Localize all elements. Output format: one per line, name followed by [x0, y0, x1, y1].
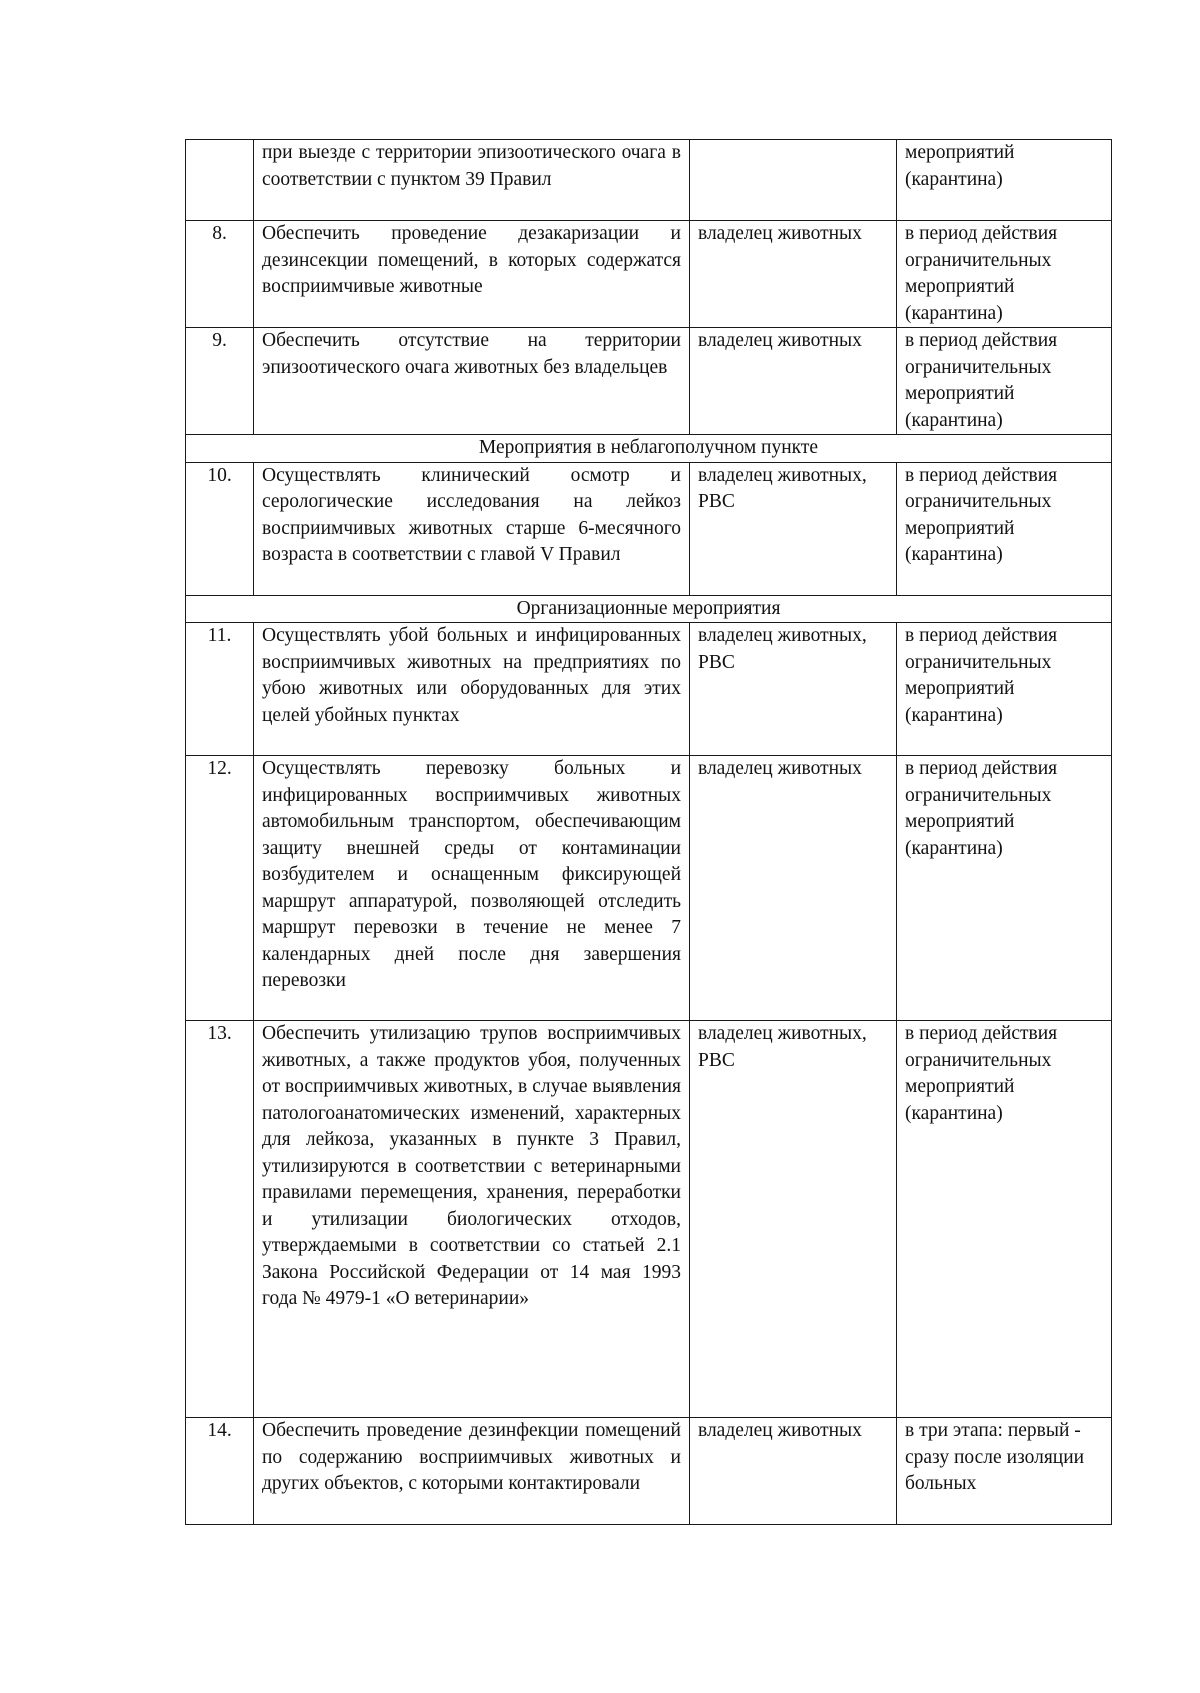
table-row [186, 221, 1112, 328]
measure-text: Обеспечить утилизацию трупов восприимчивых животных, а также продуктов убоя, полученных от восприимчивых животных, в случае выявления патологоанатомических изменений, характерных для лейкоза, указанных в пункте 3 Правил, утилизируются в соответствии с ветеринарными правилами перемещения, хранения, переработки и утилизации биологических отходов, утверждаемыми в соответствии со статьей 2.1 Закона Российской Федерации от 14 мая 1993 года № 4979-1 «О ветеринарии» [254, 1021, 690, 1418]
row-number: 8. [186, 221, 254, 328]
measures-table [185, 139, 1112, 1525]
measure-text: Осуществлять клинический осмотр и серологические исследования на лейкоз восприимчивых животных старше 6-месячного возраста в соответствии с главой V Правил [254, 462, 690, 595]
row-number: 9. [186, 328, 254, 435]
measure-text: Обеспечить отсутствие на территории эпизоотического очага животных без владельцев [254, 328, 690, 435]
row-number: 13. [186, 1021, 254, 1418]
section-header-row [186, 435, 1112, 463]
document-page [185, 139, 1111, 1525]
section-title: Мероприятия в неблагополучном пункте [186, 435, 1112, 463]
measure-text: при выезде с территории эпизоотического очага в соответствии с пунктом 39 Правил [254, 140, 690, 221]
row-number: 10. [186, 462, 254, 595]
section-title: Организационные мероприятия [186, 595, 1112, 623]
row-number: 14. [186, 1418, 254, 1525]
measure-text: Осуществлять перевозку больных и инфицированных восприимчивых животных автомобильным транспортом, обеспечивающим защиту внешней среды от контаминации возбудителем и оснащенным фиксирующей маршрут аппаратурой, позволяющей отследить маршрут перевозки в течение не менее 7 календарных дней после дня завершения перевозки [254, 756, 690, 1021]
row-number [186, 140, 254, 221]
table-row [186, 1418, 1112, 1525]
measure-term: мероприятий (карантина) [897, 140, 1112, 221]
responsible-party [690, 140, 897, 221]
row-number: 11. [186, 623, 254, 756]
measure-term: в период действия ограничительных мероприятий (карантина) [897, 462, 1112, 595]
measure-term: в три этапа: первый - сразу после изоляции больных [897, 1418, 1112, 1525]
measure-term: в период действия ограничительных мероприятий (карантина) [897, 221, 1112, 328]
responsible-party: владелец животных [690, 1418, 897, 1525]
responsible-party: владелец животных [690, 221, 897, 328]
responsible-party: владелец животных, РВС [690, 462, 897, 595]
table-row [186, 140, 1112, 221]
measure-text: Обеспечить проведение дезинфекции помещений по содержанию восприимчивых животных и других объектов, с которыми контактировали [254, 1418, 690, 1525]
table-row [186, 1021, 1112, 1418]
responsible-party: владелец животных [690, 328, 897, 435]
section-header-row [186, 595, 1112, 623]
responsible-party: владелец животных, РВС [690, 1021, 897, 1418]
row-number: 12. [186, 756, 254, 1021]
table-row [186, 462, 1112, 595]
measure-text: Обеспечить проведение дезакаризации и дезинсекции помещений, в которых содержатся восприимчивые животные [254, 221, 690, 328]
table-row [186, 623, 1112, 756]
responsible-party: владелец животных [690, 756, 897, 1021]
responsible-party: владелец животных, РВС [690, 623, 897, 756]
measure-term: в период действия ограничительных мероприятий (карантина) [897, 756, 1112, 1021]
measure-term: в период действия ограничительных мероприятий (карантина) [897, 1021, 1112, 1418]
table-row [186, 756, 1112, 1021]
measure-text: Осуществлять убой больных и инфицированных восприимчивых животных на предприятиях по убою животных или оборудованных для этих целей убойных пунктах [254, 623, 690, 756]
table-row [186, 328, 1112, 435]
measure-term: в период действия ограничительных мероприятий (карантина) [897, 328, 1112, 435]
measure-term: в период действия ограничительных мероприятий (карантина) [897, 623, 1112, 756]
